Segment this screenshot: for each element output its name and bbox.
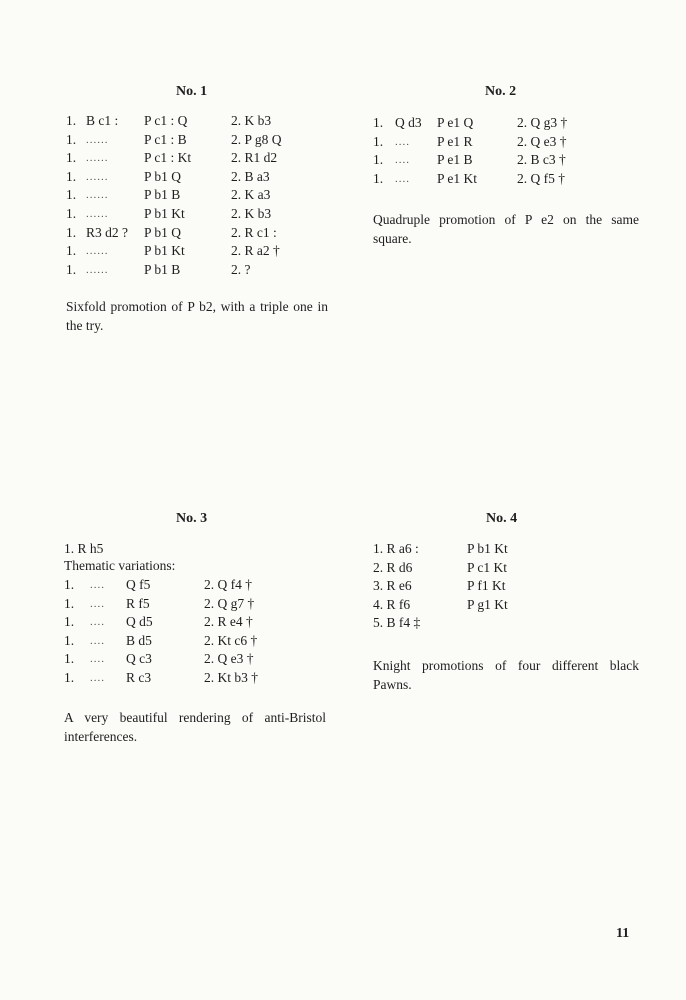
problem-1-move-row	[66, 242, 336, 261]
problem-3-dots: ....	[90, 579, 105, 591]
problem-1-white-reply: 2. P g8 Q	[231, 131, 282, 147]
problem-3-move-row	[64, 595, 334, 614]
problem-3-variations-label: Thematic variations:	[64, 558, 176, 573]
problem-3-dots: ....	[90, 597, 105, 610]
problem-1-white-move: R3 d2 ?	[86, 224, 128, 240]
problem-1-white-move: ......	[86, 245, 109, 258]
problem-2-move-number: 1.	[373, 152, 384, 168]
problem-1-black-move: P b1 B	[144, 261, 181, 277]
problem-3-black-move: R f5	[126, 595, 150, 611]
problem-3-key-move: 1. R h5	[64, 541, 104, 556]
problem-1-move-number: 1.	[66, 168, 77, 184]
problem-3-move-row	[64, 650, 334, 669]
problem-1-black-move: P b1 Kt	[144, 205, 185, 221]
problem-4-black-move: P b1 Kt	[467, 541, 508, 556]
problem-1-move-row	[66, 168, 336, 187]
problem-1-white-reply: 2. R a2 †	[231, 243, 280, 259]
problem-1-white-reply: 2. K b3	[231, 205, 272, 221]
problem-4-white-move: 2. R d6	[373, 559, 413, 575]
problem-2-white-move: ....	[395, 172, 410, 185]
problem-1-move-number: 1.	[66, 224, 77, 240]
problem-4-white-move: 5. B f4 ‡	[373, 615, 421, 631]
problem-1-white-move: ......	[86, 170, 109, 183]
problem-2-black-move: P e1 B	[437, 152, 473, 168]
problem-2-title: No. 2	[485, 84, 517, 99]
problem-2-solution	[373, 114, 643, 188]
problem-1-black-move: P c1 : B	[144, 131, 187, 147]
problem-1-comment: Sixfold promotion of P b2, with a triple one in the try.	[66, 299, 328, 333]
problem-2-white-move: ....	[395, 135, 410, 148]
problem-1-solution	[66, 112, 336, 279]
problem-3-white-reply: 2. Q e3 †	[204, 651, 254, 667]
problem-1-move-row	[66, 186, 336, 205]
problem-2-move-number: 1.	[373, 115, 384, 130]
problem-3-white-reply: 2. Q g7 †	[204, 595, 255, 611]
problem-3-white-reply: 2. Kt b3 †	[204, 669, 258, 685]
problem-4-white-move: 3. R e6	[373, 578, 412, 594]
problem-1-move-row	[66, 224, 336, 243]
problem-3-black-move: Q f5	[126, 577, 151, 592]
problem-2-black-move: P e1 Kt	[437, 170, 477, 186]
problem-4-move-row	[373, 540, 643, 559]
problem-3-move-number: 1.	[64, 577, 75, 592]
problem-4-move-row	[373, 596, 643, 615]
problem-1-black-move: P b1 B	[144, 187, 181, 203]
problem-1-white-reply: 2. R1 d2	[231, 150, 278, 166]
problem-3-black-move: Q d5	[126, 614, 153, 630]
problem-3-move-number: 1.	[64, 651, 75, 667]
problem-1-white-reply: 2. ?	[231, 261, 251, 277]
problem-3-move-row	[64, 632, 334, 651]
problem-1-move-number: 1.	[66, 150, 77, 166]
problem-1-white-move: ......	[86, 207, 109, 220]
problem-4-white-move: 4. R f6	[373, 596, 411, 612]
problem-3-move-row	[64, 613, 334, 632]
problem-2-black-move: P e1 R	[437, 133, 473, 149]
problem-4-comment: Knight promotions of four different black Pawns.	[373, 658, 639, 692]
problem-4-move-row	[373, 577, 643, 596]
problem-1-white-move: ......	[86, 189, 109, 202]
problem-1-move-number: 1.	[66, 131, 77, 147]
problem-1-white-reply: 2. K b3	[231, 113, 272, 128]
problem-1-move-number: 1.	[66, 243, 77, 259]
problem-1-white-move: ......	[86, 133, 109, 146]
problem-3-dots: ....	[90, 634, 105, 647]
problem-1-black-move: P b1 Q	[144, 224, 182, 240]
problem-3-white-reply: 2. Q f4 †	[204, 577, 252, 592]
problem-1-black-move: P c1 : Kt	[144, 150, 192, 166]
problem-1-move-row	[66, 131, 336, 150]
problem-3-dots: ....	[90, 653, 105, 666]
problem-2-move-row	[373, 151, 643, 170]
problem-3-white-reply: 2. Kt c6 †	[204, 632, 258, 648]
problem-3-dots: ....	[90, 616, 105, 629]
problem-2-white-move: Q d3	[395, 115, 422, 130]
problem-1-white-reply: 2. B a3	[231, 168, 270, 184]
problem-1-move-row	[66, 261, 336, 280]
problem-3-black-move: Q c3	[126, 651, 152, 667]
problem-2-move-row	[373, 114, 643, 133]
problem-1-white-reply: 2. K a3	[231, 187, 271, 203]
problem-1-move-number: 1.	[66, 113, 77, 128]
page-number: 11	[616, 926, 630, 941]
problem-4-white-move: 1. R a6 :	[373, 541, 419, 556]
problem-1-move-number: 1.	[66, 187, 77, 203]
problem-3-move-row	[64, 576, 334, 595]
problem-1-black-move: P b1 Kt	[144, 243, 185, 259]
problem-1-move-row	[66, 112, 336, 131]
problem-2-white-reply: 2. Q g3 †	[517, 115, 568, 130]
problem-1-white-move: B c1 :	[86, 113, 119, 128]
problem-2-move-number: 1.	[373, 133, 384, 149]
problem-4-move-row	[373, 614, 643, 633]
problem-1-move-number: 1.	[66, 261, 77, 277]
problem-2-move-row	[373, 170, 643, 189]
problem-4-black-move: P c1 Kt	[467, 559, 507, 575]
problem-3-comment: A very beautiful rendering of anti-Bristol interferences.	[64, 710, 326, 744]
problem-3-title: No. 3	[176, 511, 208, 526]
problem-2-black-move: P e1 Q	[437, 115, 474, 130]
problem-1-black-move: P c1 : Q	[144, 113, 188, 128]
problem-1-move-row	[66, 149, 336, 168]
problem-4-black-move: P f1 Kt	[467, 578, 506, 594]
problem-2-comment: Quadruple promotion of P e2 on the same square.	[373, 212, 639, 246]
problem-4-title: No. 4	[486, 511, 518, 526]
problem-1-move-number: 1.	[66, 205, 77, 221]
problem-1-white-move: ......	[86, 263, 109, 276]
problem-1-white-move: ......	[86, 152, 109, 165]
problem-3-solution	[64, 576, 334, 688]
problem-2-white-move: ....	[395, 154, 410, 167]
problem-3-white-reply: 2. R e4 †	[204, 614, 253, 630]
problem-4-black-move: P g1 Kt	[467, 596, 508, 612]
problem-2-white-reply: 2. Q f5 †	[517, 170, 565, 186]
problem-3-black-move: B d5	[126, 632, 152, 648]
problem-2-white-reply: 2. Q e3 †	[517, 133, 567, 149]
problem-1-white-reply: 2. R c1 :	[231, 224, 277, 240]
problem-4-solution	[373, 540, 643, 633]
problem-1-black-move: P b1 Q	[144, 168, 182, 184]
problem-1-title: No. 1	[176, 84, 208, 99]
problem-2-move-number: 1.	[373, 170, 384, 186]
problem-3-dots: ....	[90, 671, 105, 684]
problem-2-white-reply: 2. B c3 †	[517, 152, 566, 168]
problem-1-move-row	[66, 205, 336, 224]
problem-2-move-row	[373, 133, 643, 152]
problem-3-move-number: 1.	[64, 632, 75, 648]
problem-3-move-number: 1.	[64, 614, 75, 630]
problem-3-move-number: 1.	[64, 595, 75, 611]
problem-4-move-row	[373, 559, 643, 578]
problem-3-move-row	[64, 669, 334, 688]
problem-3-move-number: 1.	[64, 669, 75, 685]
problem-3-black-move: R c3	[126, 669, 152, 685]
